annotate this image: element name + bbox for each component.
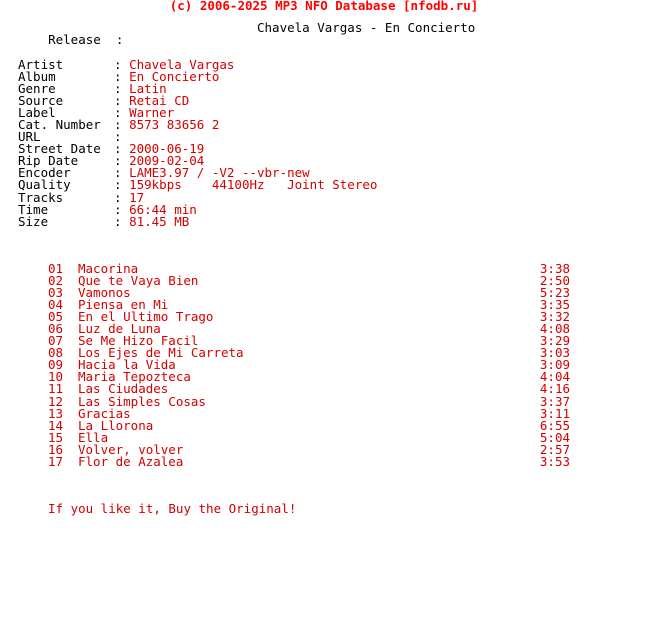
track-duration: 4:08 xyxy=(539,321,570,337)
track-title: Maria Tepozteca xyxy=(78,369,191,385)
release-title: Chavela Vargas - En Concierto xyxy=(257,20,476,35)
info-label: Source xyxy=(18,93,64,109)
info-label: Size xyxy=(18,213,49,229)
info-label: Time xyxy=(18,201,49,217)
info-value: 66:44 min xyxy=(129,201,197,217)
info-label: Album xyxy=(18,69,56,85)
info-separator: : xyxy=(114,153,130,169)
track-duration: 5:04 xyxy=(539,429,570,445)
track-duration: 3:11 xyxy=(539,405,570,421)
info-separator: : xyxy=(114,81,130,97)
info-value: Chavela Vargas xyxy=(129,57,235,72)
track-number: 08 xyxy=(48,345,64,361)
info-label: Encoder xyxy=(18,165,71,181)
info-row xyxy=(18,189,377,205)
info-row xyxy=(18,83,377,95)
release-label xyxy=(18,22,123,58)
track-title: Los Ejes de Mi Carreta xyxy=(78,345,244,361)
info-separator: : xyxy=(114,129,130,145)
info-label: Label xyxy=(18,105,56,121)
track-number: 09 xyxy=(48,357,64,373)
info-separator: : xyxy=(114,69,130,85)
track-title: Luz de Luna xyxy=(78,321,161,337)
info-value: 159kbps 44100Hz Joint Stereo xyxy=(129,177,378,193)
track-title: Macorina xyxy=(78,261,139,276)
info-label: Artist xyxy=(18,57,64,72)
track-number: 02 xyxy=(48,273,64,289)
info-label: Tracks xyxy=(18,189,64,205)
info-value: LAME3.97 / -V2 --vbr-new xyxy=(129,165,310,181)
track-number: 01 xyxy=(48,261,64,276)
track-duration: 2:50 xyxy=(539,273,570,289)
info-label: Cat. Number xyxy=(18,117,101,133)
track-number: 11 xyxy=(48,381,64,397)
track-title: La Llorona xyxy=(78,417,154,433)
info-separator: : xyxy=(114,117,130,133)
track-title: Hacia la Vida xyxy=(78,357,176,373)
track-duration: 3:53 xyxy=(539,453,570,469)
info-label: Street Date xyxy=(18,141,101,157)
track-duration: 3:09 xyxy=(539,357,570,373)
info-label: URL xyxy=(18,129,41,145)
track-duration: 3:38 xyxy=(539,261,570,276)
track-number: 14 xyxy=(48,417,64,433)
info-row xyxy=(18,179,377,191)
track-duration: 4:16 xyxy=(539,381,570,397)
track-duration: 3:32 xyxy=(539,309,570,325)
info-value: 2009-02-04 xyxy=(129,153,205,169)
release-label-text: Release : xyxy=(48,32,124,47)
info-separator: : xyxy=(114,57,130,72)
track-title: Las Simples Cosas xyxy=(78,393,206,409)
track-duration: 3:03 xyxy=(539,345,570,361)
track-title: En el Ultimo Trago xyxy=(78,309,214,325)
track-title: Ella xyxy=(78,429,109,445)
footer-note: If you like it, Buy the Original! xyxy=(48,501,297,516)
track-title: Volver, volver xyxy=(78,441,184,457)
info-separator: : xyxy=(114,93,130,109)
info-row xyxy=(18,71,377,83)
track-number: 16 xyxy=(48,441,64,457)
info-separator: : xyxy=(114,177,130,193)
track-title: Vamonos xyxy=(78,285,131,301)
track-number: 05 xyxy=(48,309,64,325)
info-separator: : xyxy=(114,189,130,205)
info-row xyxy=(18,213,377,229)
info-value: Warner xyxy=(129,105,175,121)
track-number: 04 xyxy=(48,297,64,313)
track-duration: 6:55 xyxy=(539,417,570,433)
track-number: 13 xyxy=(48,405,64,421)
track-title: Piensa en Mi xyxy=(78,297,169,313)
site-banner: (c) 2006-2025 MP3 NFO Database [nfodb.ru] xyxy=(169,0,479,13)
info-value: Retai CD xyxy=(129,93,190,109)
info-row xyxy=(18,119,377,131)
info-separator: : xyxy=(114,105,130,121)
track-number: 07 xyxy=(48,333,64,349)
info-value: En Concierto xyxy=(129,69,220,85)
info-label: Rip Date xyxy=(18,153,79,169)
track-number: 03 xyxy=(48,285,64,301)
track-duration: 3:29 xyxy=(539,333,570,349)
track-title: Flor de Azalea xyxy=(78,453,184,469)
track-duration: 3:35 xyxy=(539,297,570,313)
info-value: 2000-06-19 xyxy=(129,141,205,157)
track-title: Las Ciudades xyxy=(78,381,169,397)
track-number: 17 xyxy=(48,453,64,469)
info-separator: : xyxy=(114,201,130,217)
info-value: 17 xyxy=(129,189,145,205)
info-row xyxy=(18,95,377,107)
info-separator: : xyxy=(114,213,130,229)
track-number: 15 xyxy=(48,429,64,445)
info-label: Quality xyxy=(18,177,71,193)
info-label: Genre xyxy=(18,81,56,97)
info-value: 81.45 MB xyxy=(129,213,190,229)
track-duration: 2:57 xyxy=(539,441,570,457)
track-duration: 4:04 xyxy=(539,369,570,385)
track-duration: 3:37 xyxy=(539,393,570,409)
info-row xyxy=(18,201,377,217)
track-title: Gracias xyxy=(78,405,131,421)
track-row xyxy=(48,417,570,433)
track-title: Se Me Hizo Facil xyxy=(78,333,199,349)
track-row xyxy=(48,453,570,469)
track-title: Que te Vaya Bien xyxy=(78,273,199,289)
track-list xyxy=(48,263,570,468)
track-number: 12 xyxy=(48,393,64,409)
info-separator: : xyxy=(114,141,130,157)
track-number: 10 xyxy=(48,369,64,385)
track-duration: 5:23 xyxy=(539,285,570,301)
info-block xyxy=(18,59,377,228)
track-number: 06 xyxy=(48,321,64,337)
info-value: Latin xyxy=(129,81,167,97)
info-separator: : xyxy=(114,165,130,181)
info-value: 8573 83656 2 xyxy=(129,117,220,133)
